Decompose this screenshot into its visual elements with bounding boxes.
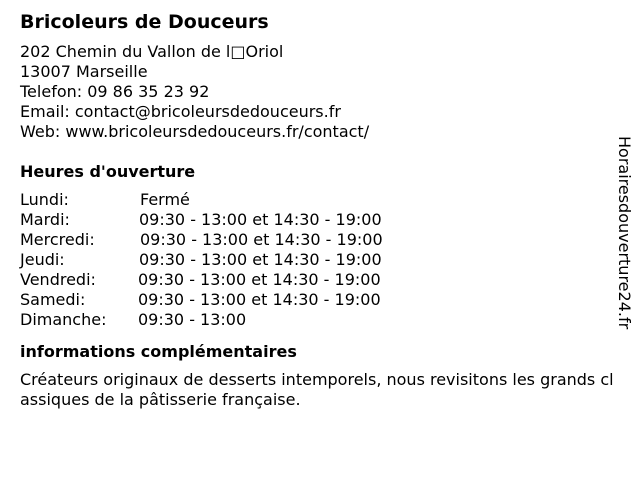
- hours-day: Dimanche:: [20, 310, 107, 329]
- hours-row: [20, 250, 614, 270]
- hours-row: [20, 310, 614, 330]
- hours-day: Lundi:: [20, 190, 69, 209]
- hours-time: 09:30 - 13:00 et 14:30 - 19:00: [140, 230, 383, 249]
- hours-row: [20, 290, 614, 310]
- info-text: Créateurs originaux de desserts intemporels, nous revisitons les grands classiques de la pâtisserie française.: [20, 370, 614, 409]
- email-line: Email: contact@bricoleursdedouceurs.fr: [20, 102, 341, 121]
- hours-row: [20, 210, 614, 230]
- business-name: Bricoleurs de Douceurs: [20, 11, 269, 33]
- hours-title: Heures d'ouverture: [20, 162, 196, 181]
- hours-time: 09:30 - 13:00 et 14:30 - 19:00: [139, 250, 382, 269]
- hours-row: [20, 190, 614, 210]
- hours-time: 09:30 - 13:00 et 14:30 - 19:00: [139, 210, 382, 229]
- address-city: 13007 Marseille: [20, 62, 148, 81]
- hours-time: 09:30 - 13:00: [138, 310, 247, 329]
- business-card: [20, 10, 614, 410]
- hours-day: Samedi:: [20, 290, 86, 309]
- hours-day: Vendredi:: [20, 270, 96, 289]
- address-block: [20, 42, 614, 142]
- hours-day: Mercredi:: [20, 230, 95, 249]
- hours-time: 09:30 - 13:00 et 14:30 - 19:00: [138, 290, 381, 309]
- hours-day: Mardi:: [20, 210, 70, 229]
- phone-line: Telefon: 09 86 35 23 92: [20, 82, 210, 101]
- hours-row: [20, 270, 614, 290]
- address-street: 202 Chemin du Vallon de l□Oriol: [20, 42, 284, 61]
- hours-time: 09:30 - 13:00 et 14:30 - 19:00: [138, 270, 381, 289]
- hours-row: [20, 230, 614, 250]
- side-brand-watermark: Horairesdouverture24.fr: [615, 136, 634, 330]
- hours-time: Fermé: [140, 190, 190, 209]
- hours-day: Jeudi:: [20, 250, 65, 269]
- hours-table: [20, 190, 614, 330]
- web-line: Web: www.bricoleursdedouceurs.fr/contact/: [20, 122, 370, 141]
- info-title: informations complémentaires: [20, 342, 297, 361]
